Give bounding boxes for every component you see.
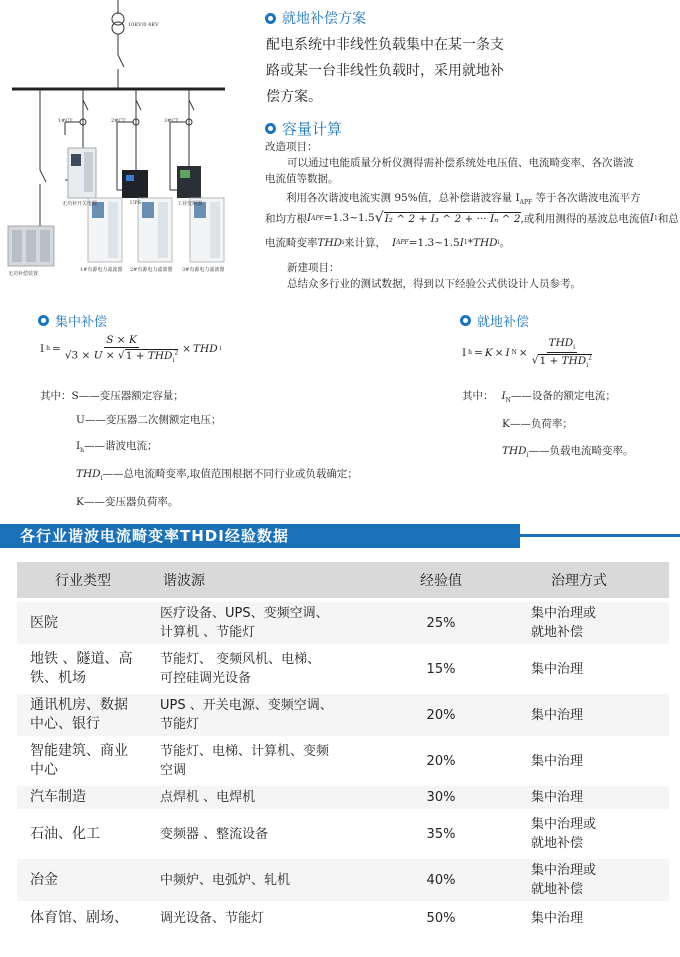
filter-label-3: 3#有源电力滤波器 xyxy=(182,267,225,273)
local-compensation-formula-heading xyxy=(460,311,529,330)
transformer-label: 10KV/0.4KV xyxy=(128,22,159,28)
bullet-icon xyxy=(38,315,49,326)
text-line: 配电系统中非线性负载集中在某一条支 xyxy=(266,37,504,53)
central-legend-3: $I_h——$谐波电流； xyxy=(76,440,158,455)
capacity-heading xyxy=(265,118,342,139)
empirical-value-cell: 20% xyxy=(361,694,521,740)
harmonic-source-cell: UPS 、开关电源、变频空调、 节能灯 xyxy=(151,694,361,740)
industry-cell: 体育馆、剧场、 xyxy=(17,905,151,936)
banner-title: 各行业谐波电流畸变率THDI经验数据 xyxy=(20,527,289,545)
treatment-cell: 集中治理 xyxy=(521,648,669,694)
header-treatment: 治理方式 xyxy=(521,562,669,602)
local-formula: I h = K × I N × $\frac{THD_i}{√1 + THD_i^2}$ xyxy=(462,337,592,369)
bullet-icon xyxy=(460,315,471,326)
industry-cell: 通讯机房、数据 中心、银行 xyxy=(17,694,151,740)
harmonic-source-cell: 变频器 、整流设备 xyxy=(151,813,361,859)
treatment-cell: 集中治理 xyxy=(521,694,669,740)
ct-label-1: 1#CT xyxy=(58,118,73,124)
ct-label-2: 2#CT xyxy=(111,118,126,124)
table-row xyxy=(17,786,669,813)
industry-cell: 汽车制造 xyxy=(17,786,151,813)
treatment-cell: 集中治理或 就地补偿 xyxy=(521,813,669,859)
table-row xyxy=(17,694,669,740)
table-row xyxy=(17,648,669,694)
table-header-row xyxy=(17,562,669,602)
treatment-cell: 集中治理 xyxy=(521,786,669,813)
table-row xyxy=(17,602,669,648)
compensation-device-label: 无功补偿装置 xyxy=(8,271,39,277)
banner-rule xyxy=(520,534,680,537)
device-label-2: UPS xyxy=(130,200,142,206)
device-label-1: 无功补开关电源 xyxy=(62,201,98,207)
central-legend-5: K——变压器负荷率。 xyxy=(76,496,179,508)
harmonic-source-cell: 点焊机 、电焊机 xyxy=(151,786,361,813)
local-legend-1: 其中： $I_N——$设备的额定电流； xyxy=(462,390,616,405)
calc-line-2: 和均方根 I APF =1.3~1.5 √ I₂ ^ 2 + I₃ ^ 2 + ··· Iₙ ^ 2 ,或利用测得的基波总电流值 I 1 和总 xyxy=(265,210,679,226)
text-line: 路或某一台非线性负载时，采用就地补 xyxy=(266,63,504,79)
empirical-value-cell: 35% xyxy=(361,813,521,859)
treatment-cell: 集中治理 xyxy=(521,905,669,936)
empirical-value-cell: 50% xyxy=(361,905,521,936)
local-compensation-text xyxy=(266,32,504,110)
industry-cell: 冶金 xyxy=(17,859,151,905)
local-legend-3: $THD_i——$负载电流畸变率。 xyxy=(502,445,634,460)
table-row xyxy=(17,813,669,859)
central-compensation-title: 集中补偿 xyxy=(55,315,108,330)
industry-cell: 智能建筑、商业 中心 xyxy=(17,740,151,786)
header-empirical-value: 经验值 xyxy=(361,562,521,602)
retrofit-label: 改造项目： xyxy=(265,141,318,153)
empirical-value-cell: 30% xyxy=(361,786,521,813)
harmonic-source-cell: 节能灯、 变频风机、电梯、 可控硅调光设备 xyxy=(151,648,361,694)
thdi-data-table xyxy=(17,562,669,936)
local-compensation-formula-title: 就地补偿 xyxy=(477,315,530,330)
empirical-value-cell: 40% xyxy=(361,859,521,905)
header-harmonic-source: 谐波源 xyxy=(151,562,361,602)
bullet-icon xyxy=(265,13,276,24)
treatment-cell: 集中治理或 就地补偿 xyxy=(521,859,669,905)
harmonic-source-cell: 节能灯、电梯、计算机、变频 空调 xyxy=(151,740,361,786)
central-legend-4: $THD_i——$总电流畸变率,取值范围根据不同行业或负载确定； xyxy=(76,468,358,483)
calc-line-3: 电流畸变率 THD i 来计算， I APF =1.3~1.5 I 1 * THD i 。 xyxy=(265,236,510,249)
industry-cell: 医院 xyxy=(17,602,151,648)
harmonic-source-cell: 中频炉、电弧炉、轧机 xyxy=(151,859,361,905)
industry-cell: 石油、化工 xyxy=(17,813,151,859)
empirical-value-cell: 15% xyxy=(361,648,521,694)
harmonic-source-cell: 调光设备、节能灯 xyxy=(151,905,361,936)
device-label-3: 工业变频器 xyxy=(177,201,203,207)
capacity-title: 容量计算 xyxy=(282,120,343,138)
filter-label-2: 2#有源电力滤波器 xyxy=(130,267,173,273)
calc-line-1: 利用各次谐波电流实测 95%值，总补偿谐波容量 $I_{APF}$ 等于各次谐波电流平方 xyxy=(286,192,641,207)
filter-label-1: 1#有源电力滤波器 xyxy=(80,267,123,273)
header-industry: 行业类型 xyxy=(17,562,151,602)
empirical-value-cell: 25% xyxy=(361,602,521,648)
empirical-value-cell: 20% xyxy=(361,740,521,786)
retrofit-line: 可以通过电能质量分析仪测得需补偿系统处电压值、电流畸变率、各次谐波 xyxy=(287,157,634,169)
central-legend-2: U——变压器二次侧额定电压； xyxy=(76,414,222,426)
central-formula: I h = $\frac{S \times K}{√3 \times U \times √1 + THD_i^2}$ × THD i xyxy=(40,334,222,364)
local-compensation-heading xyxy=(265,8,366,28)
retrofit-line: 电流值等数据。 xyxy=(265,173,339,185)
single-line-diagram xyxy=(0,0,262,300)
treatment-cell: 集中治理或 就地补偿 xyxy=(521,602,669,648)
treatment-cell: 集中治理 xyxy=(521,740,669,786)
central-legend-1: 其中：S——变压器额定容量； xyxy=(40,390,184,402)
compensation-wiring-diagram xyxy=(0,0,262,300)
table-row xyxy=(17,905,669,936)
text-line: 偿方案。 xyxy=(266,89,322,105)
central-compensation-heading xyxy=(38,311,107,330)
local-compensation-title: 就地补偿方案 xyxy=(282,11,366,27)
harmonic-source-cell: 医疗设备、UPS、变频空调、 计算机 、节能灯 xyxy=(151,602,361,648)
new-project-label: 新建项目： xyxy=(287,262,340,274)
ct-label-3: 3#CT xyxy=(164,118,179,124)
industry-cell: 地铁 、隧道、高 铁、机场 xyxy=(17,648,151,694)
bullet-icon xyxy=(265,123,276,134)
table-row xyxy=(17,859,669,905)
table-row xyxy=(17,740,669,786)
new-project-line: 总结众多行业的测试数据，得到以下经验公式供设计人员参考。 xyxy=(287,278,581,290)
thdi-section-banner xyxy=(0,524,680,548)
local-legend-2: K——负荷率； xyxy=(502,418,573,430)
